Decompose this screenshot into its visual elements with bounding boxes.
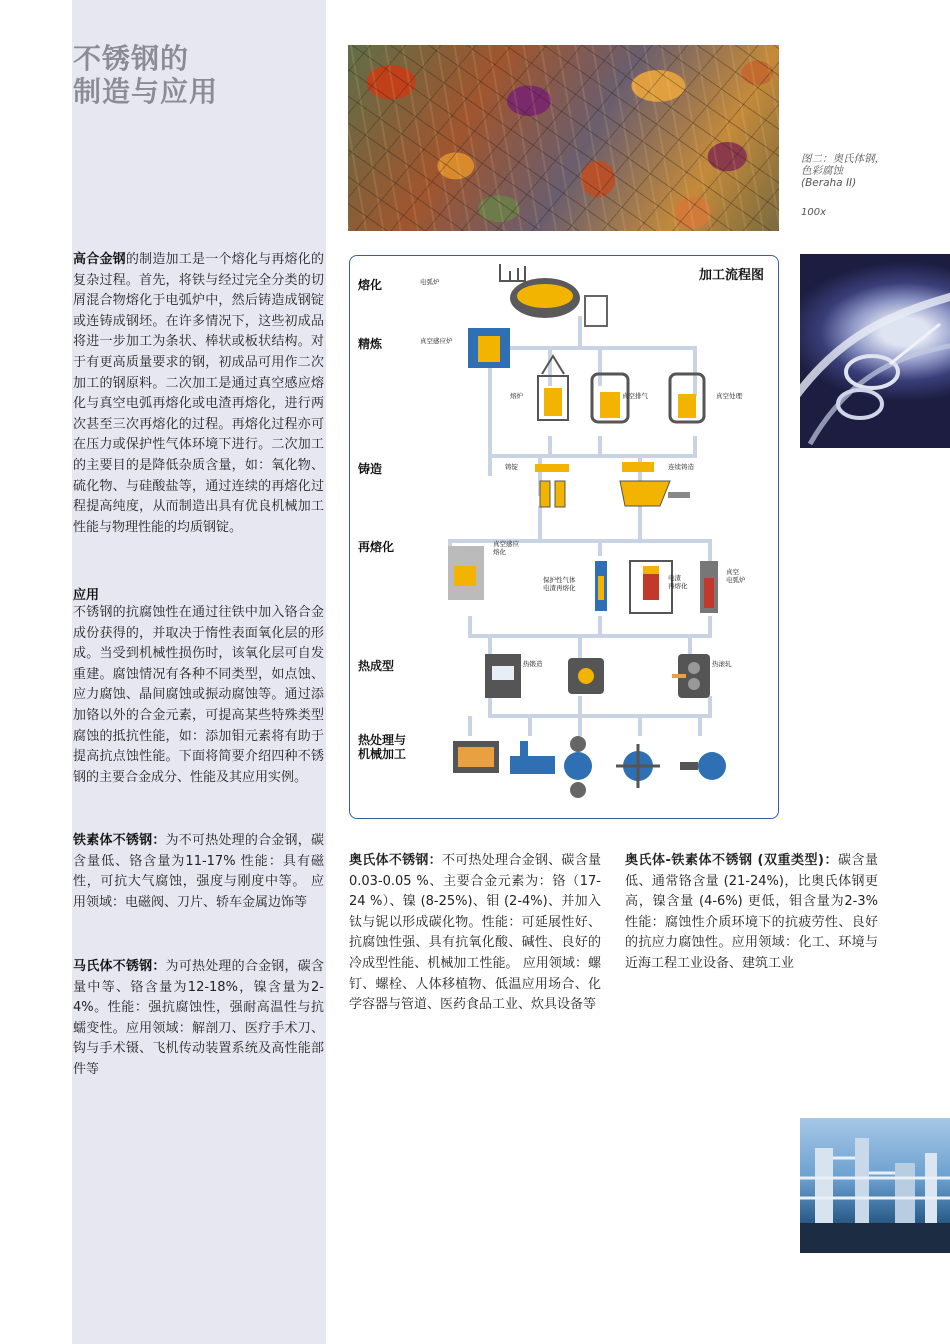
duplex-steel-paragraph bbox=[625, 851, 878, 975]
machining-icon bbox=[510, 741, 555, 774]
stage-casting: 铸造 bbox=[358, 462, 383, 476]
milling-icon bbox=[564, 736, 592, 798]
vacuum-treatment-icon bbox=[670, 374, 704, 422]
label-ingot: 铸锭 bbox=[505, 463, 518, 471]
rolling-mill-icon bbox=[568, 658, 604, 694]
figure-caption: 图二：奥氏体钢，色彩腐蚀 (Beraha II) bbox=[801, 153, 885, 189]
flowchart-title: 加工流程图 bbox=[698, 268, 764, 283]
micrograph-image bbox=[348, 45, 779, 231]
flowchart-diagram bbox=[350, 256, 779, 819]
intro-text: 的制造加工是一个熔化与再熔化的复杂过程。首先，将铁与经过完全分类的切屑混合物熔化于电弧炉中，然后铸造成钢锭或连铸成钢坯。在许多情况下，这些初成品将进一步加工为条状、棒状或板状结构。对于有更高质量要求的钢，初成品可用作二次加工的钢原料。二次加工是通过真空感应熔化与真空电弧再熔化或电渣再熔化，进行两次甚至三次再熔化的过程。再熔化过程亦可在压力或保护性气体环境下进行。二次加工的主要目的是降低杂质含量，如：氧化物、硫化物、与硅酸盐等，通过连续的再熔化过程提高纯度，从而制造出具有优良机械加工性能与物理性能的均质钢锭。 bbox=[73, 252, 324, 535]
hot-rolling-icon bbox=[672, 654, 710, 698]
austenitic-steel-paragraph bbox=[349, 851, 601, 1016]
intro-paragraph bbox=[73, 250, 324, 538]
grinding-icon bbox=[616, 744, 660, 788]
duplex-steel-name: 奥氏体-铁素体不锈钢 (双重类型)： bbox=[625, 853, 838, 868]
application-paragraph: 不锈钢的抗腐蚀性在通过往铁中加入铬合金成份获得的，并取决于惰性表面氧化层的形成。当受到机械性损伤时，该氧化层可自发重建。腐蚀情况有各种不同类型，如点蚀、应力腐蚀、晶间腐蚀或振动腐蚀等。通过添加铬以外的合金元素，可提高某些特殊类型腐蚀的抵抗性能，如：添加钼元素将有助于提高抗点蚀性能。下面将简要介绍四种不锈钢的主要合金成分、性能及其应用实例。 bbox=[73, 605, 324, 785]
stage-remelting: 再熔化 bbox=[358, 540, 395, 554]
vacuum-induction-furnace-icon bbox=[468, 328, 510, 368]
label-var: 真空 电弧炉 bbox=[726, 568, 746, 584]
ferritic-steel-paragraph bbox=[73, 831, 324, 913]
page-title: 不锈钢的 制造与应用 bbox=[73, 42, 219, 108]
ferritic-steel-text: 为不可热处理的合金钢，碳含量低、铬含量为11-17% 性能：具有磁性，可抗大气腐蚀，强度与刚度中等。 应用领域：电磁阀、刀片、轿车金属边饰等 bbox=[73, 833, 324, 910]
martensitic-steel-text: 为可热处理的合金钢，碳含量中等、铬含量为12-18%，镍含量为2-4%。性能：强抗腐蚀性，强耐高温性与抗蠕变性。应用领域：解剖刀、医疗手术刀、钩与手术镊、飞机传动装置系统及高性能部件等 bbox=[73, 959, 324, 1077]
label-esr: 电渣 再熔化 bbox=[668, 574, 688, 590]
heat-treatment-icon bbox=[453, 741, 499, 773]
stage-hot-forming: 热成型 bbox=[358, 659, 395, 673]
martensitic-steel-name: 马氏体不锈钢： bbox=[73, 959, 166, 974]
label-ladle: 熔炉 bbox=[510, 392, 523, 400]
label-vif: 真空感应炉 bbox=[420, 337, 453, 345]
ferritic-steel-name: 铁素体不锈钢： bbox=[73, 833, 166, 848]
ladle-icon bbox=[538, 356, 568, 420]
stage-melting: 熔化 bbox=[358, 278, 383, 292]
esr-icon bbox=[630, 561, 672, 613]
application-heading: 应用 bbox=[73, 588, 100, 603]
var-icon bbox=[700, 561, 718, 613]
austenitic-steel-text: 不可热处理合金钢、碳含量0.03-0.05 %、主要合金元素为：铬（17-24 %）、镍 (8-25%)、钼 (2-4%)、并加入钛与铌以形成碳化物。性能：可延展性好、抗腐蚀性强、具有抗氧化酸、碱性、良好的冷成型性能、机械加工性能。 应用领域：螺钉、螺栓、人体移植物、低温应用场合、化学容器与管道、医药食品工业、炊具设备等 bbox=[349, 853, 601, 1013]
label-vac-degas: 真空排气 bbox=[622, 392, 648, 400]
austenitic-steel-name: 奥氏体不锈钢： bbox=[349, 853, 442, 868]
esr-protective-gas-icon bbox=[595, 561, 607, 611]
ingot-casting-icon bbox=[535, 464, 569, 507]
eaf-icon bbox=[500, 264, 607, 326]
label-esr-prot: 保护性气体 电渣再熔化 bbox=[543, 576, 576, 592]
industrial-plant-photo bbox=[800, 1118, 950, 1253]
process-flowchart bbox=[349, 255, 779, 819]
duplex-steel-text: 碳含量低、通常铬含量 (21-24%)，比奥氏体钢更高，镍含量 (4-6%) 更低，钼含量为2-3% 性能：腐蚀性介质环境下的抗疲劳性、良好的抗应力腐蚀性。应用领域：化工、环境与近海工程工业设备、建筑工业 bbox=[625, 853, 878, 971]
label-vim: 真空感应 熔化 bbox=[493, 540, 519, 556]
label-vac-treat: 真空处理 bbox=[716, 392, 742, 400]
vim-icon bbox=[448, 546, 484, 600]
hot-forging-icon bbox=[485, 654, 521, 698]
stage-refining: 精炼 bbox=[358, 337, 383, 351]
label-forging: 热锻造 bbox=[523, 660, 543, 668]
label-continuous: 连续铸造 bbox=[668, 463, 694, 471]
intro-lead: 高合金钢 bbox=[73, 252, 126, 267]
label-eaf: 电弧炉 bbox=[420, 278, 440, 286]
turning-icon bbox=[680, 752, 726, 780]
stage-heat-treatment: 热处理与 机械加工 bbox=[358, 733, 407, 761]
martensitic-steel-paragraph bbox=[73, 957, 324, 1081]
label-rolling: 热滚轧 bbox=[712, 660, 732, 668]
surgical-instruments-photo bbox=[800, 254, 950, 448]
magnification-label: 100x bbox=[801, 207, 827, 218]
